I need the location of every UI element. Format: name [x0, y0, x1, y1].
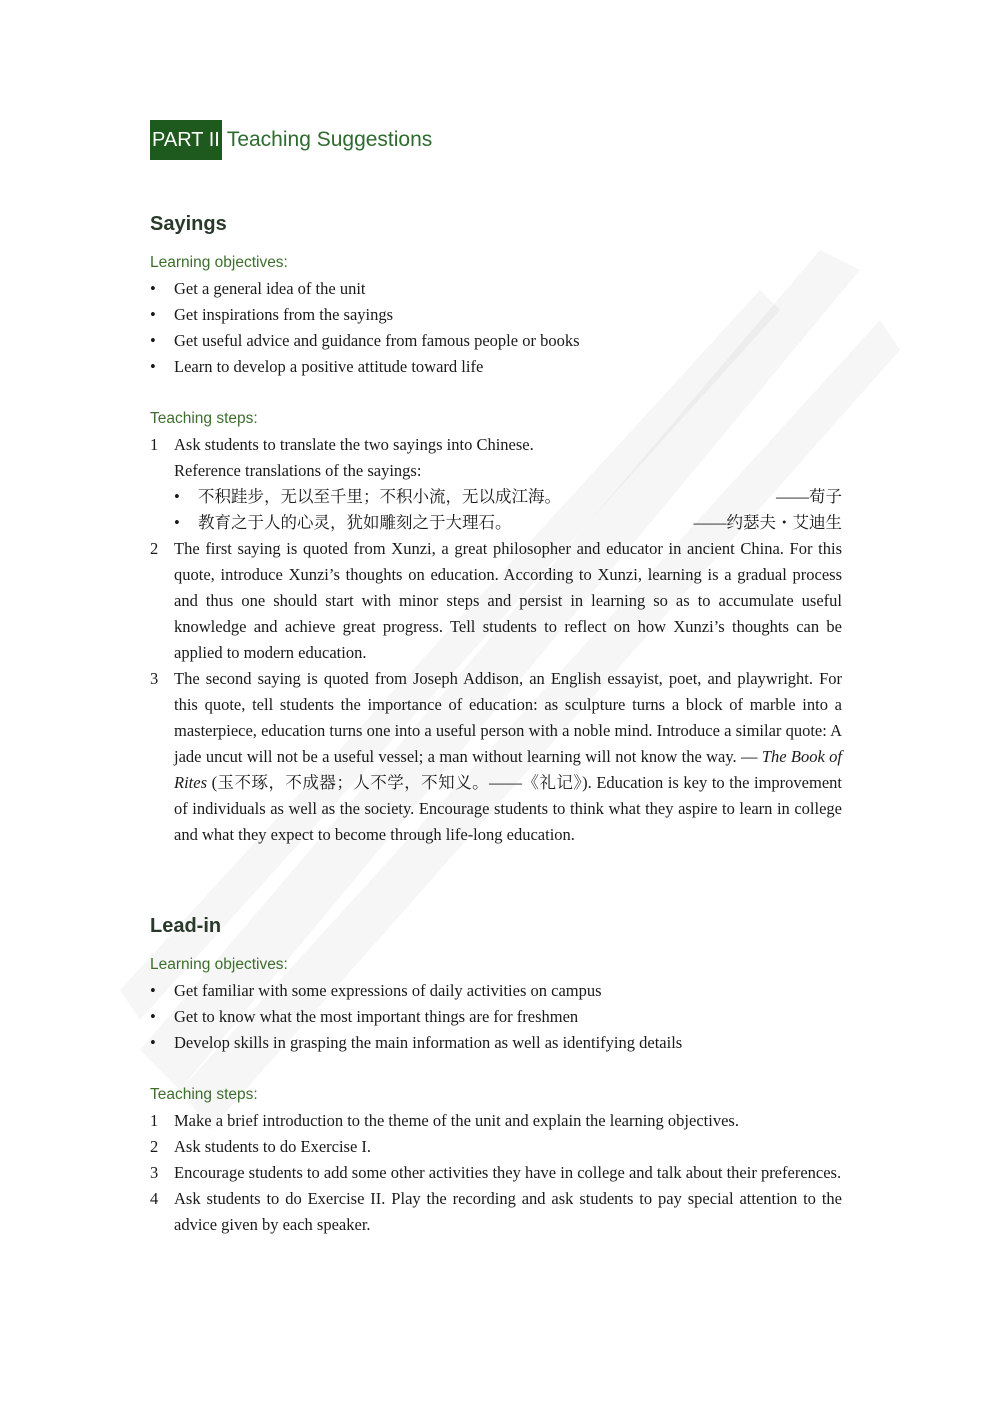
step-number: 1 [150, 435, 159, 454]
list-item: • Get inspirations from the sayings [150, 302, 842, 328]
list-item: • Get familiar with some expressions of daily activities on campus [150, 978, 842, 1004]
sayings-steps [150, 408, 842, 848]
bullet: • [150, 1033, 156, 1052]
leadin-section [150, 913, 842, 939]
steps-label: Teaching steps: [150, 1086, 258, 1103]
bullet: • [150, 357, 156, 376]
objectives-list [150, 978, 842, 1056]
sayings-objectives [150, 252, 842, 380]
list-item: • Learn to develop a positive attitude toward life [150, 354, 842, 380]
list-item: • Get useful advice and guidance from famous people or books [150, 328, 842, 354]
step-number: 1 [150, 1111, 159, 1130]
bullet: • [150, 279, 156, 298]
list-item: • Get to know what the most important things are for freshmen [150, 1004, 842, 1030]
steps-label: Teaching steps: [150, 410, 258, 427]
sayings-section [150, 211, 842, 237]
step-number: 3 [150, 669, 159, 688]
step-3: 3 The second saying is quoted from Joseph Addison, an English essayist, poet, and playwright. For this quote, tell students the importance of education: as sculpture turns a block of marble into a masterpiece, education turns one into a useful person with a noble mind. Introduce a similar quote: A jade uncut will not be a useful vessel; a man without learning will not know the way. — The Book of Rites (玉不琢，不成器；人不学，不知义。——《礼记》). Education is key to the improvement of individuals as well as the society. Encourage students to think what they aspire to learn in college and what they expect to become through life-long education. [150, 666, 842, 848]
part-title [150, 120, 432, 160]
objectives-label: Learning objectives: [150, 254, 288, 271]
step-4: 4 Ask students to do Exercise II. Play the recording and ask students to pay special attention to the advice given by each speaker. [150, 1186, 842, 1238]
objectives-list [150, 276, 842, 380]
leadin-heading: Lead-in [150, 915, 222, 937]
bullet: • [174, 513, 180, 532]
step-1: 1 Make a brief introduction to the theme of the unit and explain the learning objectives. [150, 1108, 842, 1134]
bullet: • [150, 305, 156, 324]
step-2: 2 Ask students to do Exercise I. [150, 1134, 842, 1160]
bullet: • [150, 1007, 156, 1026]
list-item: • Develop skills in grasping the main information as well as identifying details [150, 1030, 842, 1056]
step-1: 1 Ask students to translate the two sayings into Chinese. [150, 432, 842, 458]
step-number: 4 [150, 1189, 159, 1208]
translation-author: ——荀子 [776, 487, 842, 506]
sayings-heading: Sayings [150, 213, 227, 235]
step-number: 2 [150, 1137, 159, 1156]
translation-author: ——约瑟夫・艾迪生 [693, 513, 842, 532]
step-number: 2 [150, 539, 159, 558]
leadin-steps [150, 1084, 842, 1238]
bullet: • [150, 331, 156, 350]
objectives-label: Learning objectives: [150, 956, 288, 973]
step-number: 3 [150, 1163, 159, 1182]
step-2: 2 The first saying is quoted from Xunzi, a great philosopher and educator in ancient China. For this quote, introduce Xunzi’s thoughts on education. According to Xunzi, learning is a gradual process and thus one should start with minor steps and persist in learning so as to accumulate useful knowledge and achieve great progress. Tell students to reflect on how Xunzi’s thoughts can be applied to modern education. [150, 536, 842, 666]
part-heading: Teaching Suggestions [226, 128, 433, 151]
bullet: • [150, 981, 156, 1000]
step-1-continued: Reference translations of the sayings: [174, 461, 422, 480]
step-3: 3 Encourage students to add some other activities they have in college and talk about their preferences. [150, 1160, 842, 1186]
book-title: The Book of Rites [174, 747, 842, 792]
list-item: • Get a general idea of the unit [150, 276, 842, 302]
translation-item: • 不积跬步，无以至千里；不积小流，无以成江海。 ——荀子 [150, 484, 842, 510]
leadin-objectives [150, 954, 842, 1056]
translation-item: • 教育之于人的心灵，犹如雕刻之于大理石。 ——约瑟夫・艾迪生 [150, 510, 842, 536]
bullet: • [174, 487, 180, 506]
part-badge: PART II [150, 120, 222, 160]
